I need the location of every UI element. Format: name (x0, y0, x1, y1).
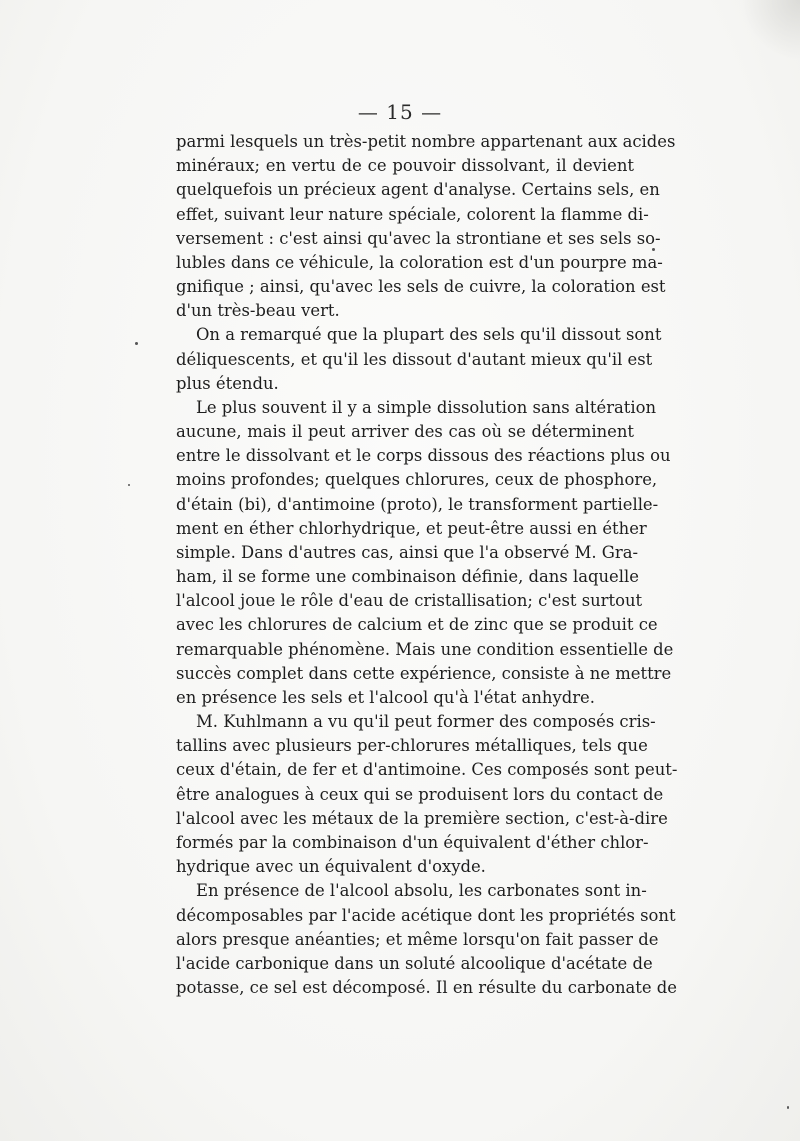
text-line: M. Kuhlmann a vu qu'il peut former des composés cris- (196, 712, 656, 732)
text-line: l'alcool avec les métaux de la première section, c'est-à-dire (176, 808, 668, 828)
text-line: On a remarqué que la plupart des sels qu'il dissout sont (196, 325, 662, 345)
text-line: ment en éther chlorhydrique, et peut-être aussi en éther (176, 518, 647, 538)
text-line: Le plus souvent il y a simple dissolution sans altération (196, 397, 657, 417)
text-line: hydrique avec un équivalent d'oxyde. (176, 857, 486, 877)
text-line: simple. Dans d'autres cas, ainsi que l'a observé M. Gra- (176, 542, 639, 562)
text-line: d'étain (bi), d'antimoine (proto), le transforment partielle- (176, 494, 659, 514)
text-line: entre le dissolvant et le corps dissous des réactions plus ou (176, 446, 671, 466)
text-line: gnifique ; ainsi, qu'avec les sels de cuivre, la coloration est (176, 277, 666, 297)
body-text (176, 130, 678, 1000)
text-line: minéraux; en vertu de ce pouvoir dissolvant, il devient (176, 156, 634, 176)
text-line: ceux d'étain, de fer et d'antimoine. Ces composés sont peut- (176, 760, 678, 780)
text-line: formés par la combinaison d'un équivalent d'éther chlor- (176, 832, 649, 852)
ink-speck (652, 248, 655, 251)
text-line: l'alcool joue le rôle d'eau de cristallisation; c'est surtout (176, 591, 643, 611)
text-line: être analogues à ceux qui se produisent lors du contact de (176, 784, 664, 804)
text-line: en présence les sels et l'alcool qu'à l'état anhydre. (176, 687, 595, 707)
text-line: ham, il se forme une combinaison définie, dans laquelle (176, 567, 639, 587)
text-line: parmi lesquels un très-petit nombre appartenant aux acides (176, 132, 676, 151)
text-line: succès complet dans cette expérience, consiste à ne mettre (176, 663, 672, 683)
page-number: — 15 — (357, 100, 443, 124)
text-line: d'un très-beau vert. (176, 301, 340, 321)
text-line: effet, suivant leur nature spéciale, colorent la flamme di- (176, 204, 649, 224)
text-line: alors presque anéanties; et même lorsqu'on fait passer de (176, 929, 659, 949)
page-corner-shadow (740, 0, 800, 60)
text-line: lubles dans ce véhicule, la coloration est d'un pourpre ma- (176, 252, 663, 272)
text-line: tallins avec plusieurs per-chlorures métalliques, tels que (176, 736, 648, 756)
text-line: avec les chlorures de calcium et de zinc que se produit ce (176, 615, 658, 635)
text-line: potasse, ce sel est décomposé. Il en résulte du carbonate de (176, 978, 677, 998)
text-line: moins profondes; quelques chlorures, ceux de phosphore, (176, 470, 658, 490)
ink-speck (128, 484, 130, 486)
text-line: décomposables par l'acide acétique dont les propriétés sont (176, 905, 676, 925)
text-line: versement : c'est ainsi qu'avec la strontiane et ses sels so- (176, 228, 661, 248)
text-line: remarquable phénomène. Mais une condition essentielle de (176, 639, 674, 659)
text-line: l'acide carbonique dans un soluté alcoolique d'acétate de (176, 953, 653, 973)
text-line: aucune, mais il peut arriver des cas où se déterminent (176, 422, 634, 442)
ink-speck (787, 1106, 789, 1109)
text-line: déliquescents, et qu'il les dissout d'autant mieux qu'il est (176, 349, 653, 369)
text-line: quelquefois un précieux agent d'analyse. Certains sels, en (176, 180, 660, 200)
text-line: plus étendu. (176, 373, 279, 393)
ink-speck (135, 342, 138, 345)
text-line: En présence de l'alcool absolu, les carbonates sont in- (196, 881, 647, 901)
